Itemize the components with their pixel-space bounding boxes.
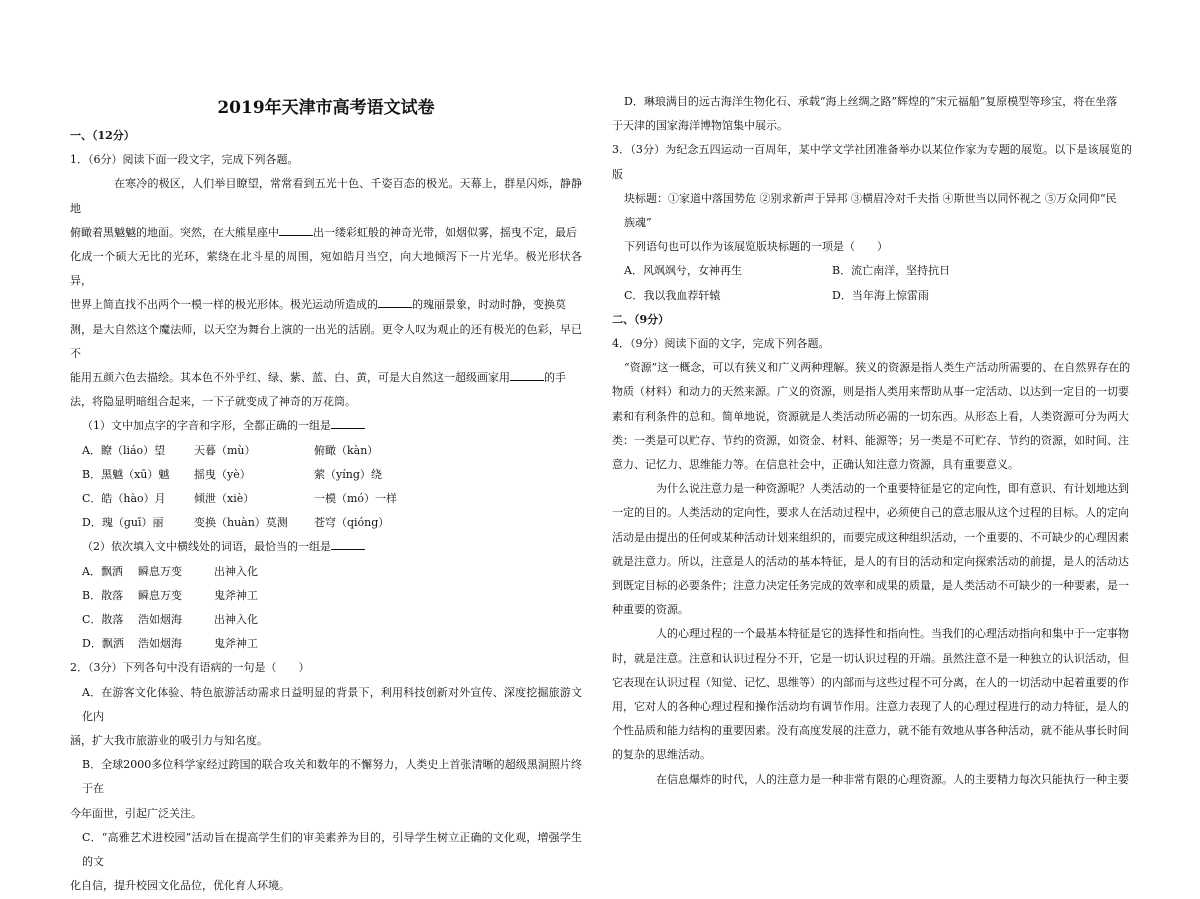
passage-line: “资源”这一概念，可以有狭义和广义两种理解。狭义的资源是指人类生产活动所需要的、在自然界存在的 — [624, 361, 1131, 375]
passage-text: 俯瞰着黑魆魆的地面。突然，在大熊星座中 — [70, 225, 279, 239]
passage-line: 为什么说注意力是一种资源呢？人类活动的一个重要特征是它的定向性，即有意识、有计划地达到 — [656, 482, 1129, 496]
option-row[interactable] — [70, 463, 582, 487]
passage-line: 活动是由提出的任何或某种活动计划来组织的，而要完成这种组织活动，一个重要的、不可缺少的心理因素 — [612, 530, 1129, 544]
question-2-option-a-cont: 涵，扩大我市旅游业的吸引力与知名度。 — [70, 734, 268, 748]
passage-line: 在信息爆炸的时代，人的注意力是一种非常有限的心理资源。人的主要精力每次只能执行一种主要 — [656, 772, 1129, 786]
question-2-option-c-cont: 化自信，提升校园文化品位，优化育人环境。 — [70, 879, 290, 893]
passage-text: 世界上简直找不出两个一模一样的极光形体。极光运动所造成的 — [70, 298, 378, 312]
right-column — [612, 90, 1132, 792]
option-cell: 鬼斧神工 — [214, 637, 258, 651]
passage-line: 在寒冷的极区，人们举目瞭望，常常看到五光十色、千姿百态的极光。天幕上，群星闪烁，静静地 — [70, 177, 582, 215]
passage-text: 能用五颜六色去描绘。其本色不外乎红、绿、紫、蓝、白、黄，可是大自然这一超级画家用 — [70, 371, 510, 385]
question-3-option-row — [612, 259, 1132, 283]
option-cell: 鬼斧神工 — [214, 588, 258, 602]
option-cell: 俯瞰（kàn） — [314, 443, 379, 457]
option-cell: D．飘洒 — [82, 637, 124, 651]
question-2-option-d-cont: 于天津的国家海洋博物馆集中展示。 — [612, 119, 788, 133]
passage-line: 用，它对人的各种心理过程和操作活动均有调节作用。注意力表现了人的心理过程进行的动力特征，是人的 — [612, 700, 1129, 714]
question-3-option-c[interactable]: C．我以我血荐轩辕 — [624, 288, 721, 302]
passage-line: 就是注意力。所以，注意是人的活动的基本特征，是人的有目的活动和定向探索活动的前提，是人的活动达 — [612, 554, 1129, 568]
fill-blank — [279, 223, 313, 236]
passage-line: 种重要的资源。 — [612, 603, 689, 617]
question-3-text: 块标题：①家道中落国势危 ②别求新声于异邦 ③横眉冷对千夫指 ④斯世当以同怀视之 ⑤万众同仰“民 — [624, 191, 1117, 205]
passage-line — [70, 293, 582, 317]
passage-text: 的手 — [544, 371, 566, 385]
option-cell: 浩如烟海 — [138, 613, 182, 627]
option-cell: D．瑰（guī）丽 — [82, 516, 164, 530]
option-cell: 瞬息万变 — [138, 564, 182, 578]
question-1-heading: 1．（6分）阅读下面一段文字，完成下列各题。 — [70, 153, 299, 167]
option-cell: 变换（huàn）莫测 — [194, 516, 288, 530]
option-cell: A．瞭（liáo）望 — [82, 443, 166, 457]
sub-question-1-options — [70, 439, 582, 536]
reading-passage — [612, 356, 1132, 792]
option-row[interactable] — [70, 560, 582, 584]
option-cell: 出神入化 — [214, 613, 258, 627]
question-3-text: 族魂” — [624, 216, 652, 230]
question-1-passage — [70, 172, 582, 414]
answer-blank — [331, 416, 365, 429]
option-cell: A．飘洒 — [82, 564, 123, 578]
section-one-heading: 一、（12分） — [70, 129, 135, 142]
question-2-option-b[interactable]: B．全球2000多位科学家经过跨国的联合攻关和数年的不懈努力，人类史上首张清晰的超级黑洞照片终于在 — [82, 758, 582, 796]
passage-line: 个性品质和能力结构的重要因素。没有高度发展的注意力，就不能有效地从事各种活动，就不能从事长时间 — [612, 724, 1129, 738]
question-2-option-d[interactable]: D．琳琅满目的远古海洋生物化石、承载“海上丝绸之路”辉煌的“宋元福船”复原模型等珍宝，将在坐落 — [624, 95, 1118, 108]
question-2-heading: 2．（3分）下列各句中没有语病的一句是（ ） — [70, 661, 310, 675]
option-row[interactable] — [70, 487, 582, 511]
question-3-prompt: 下列语句也可以作为该展览版块标题的一项是（ ） — [624, 240, 888, 254]
question-2-option-b-cont: 今年面世，引起广泛关注。 — [70, 806, 202, 820]
question-4-heading: 4．（9分）阅读下面的文字，完成下列各题。 — [612, 337, 830, 351]
passage-line: 测，是大自然这个魔法师，以天空为舞台上演的一出光的活剧。更令人叹为观止的还有极光的色彩，早已不 — [70, 322, 582, 360]
option-cell: C．皓（hào）月 — [82, 492, 166, 506]
option-cell: 天暮（mù） — [194, 443, 256, 457]
passage-line: 类：一类是可以贮存、节约的资源，如资金、材料、能源等；另一类是不可贮存、节约的资源，如时间、注 — [612, 433, 1129, 447]
question-3-text: 3．（3分）为纪念五四运动一百周年，某中学文学社团准备举办以某位作家为专题的展览。以下是该展览的版 — [612, 143, 1132, 181]
option-row[interactable] — [70, 439, 582, 463]
section-two-heading: 二、（9分） — [612, 312, 670, 326]
question-3-option-d[interactable]: D．当年海上惊雷雨 — [832, 288, 929, 302]
passage-line: 它表现在认识过程（知觉、记忆、思维等）的内部而与这些过程不可分离，在人的一切活动中起着重要的作 — [612, 675, 1129, 689]
option-cell: 一模（mó）一样 — [314, 492, 398, 506]
sub-question-2 — [70, 535, 582, 559]
option-row[interactable] — [70, 511, 582, 535]
passage-line: 化成一个硕大无比的光环，萦绕在北斗星的周围，宛如皓月当空，向大地倾泻下一片光华。极光形状各异， — [70, 250, 582, 288]
option-cell: 浩如烟海 — [138, 637, 182, 651]
passage-text: 的瑰丽景象，时动时静，变换莫 — [412, 298, 566, 312]
option-cell: B．散落 — [82, 588, 124, 602]
option-row[interactable] — [70, 608, 582, 632]
option-cell: 瞬息万变 — [138, 588, 182, 602]
option-cell: 摇曳（yè） — [194, 467, 251, 481]
option-cell: 萦（yíng）绕 — [314, 467, 382, 481]
fill-blank — [378, 295, 412, 308]
answer-blank — [331, 537, 365, 550]
passage-line: 素和有利条件的总和。简单地说，资源就是人类活动所必需的一切东西。从形态上看，人类资源可分为两大 — [612, 409, 1129, 423]
option-cell: 出神入化 — [214, 564, 258, 578]
option-row[interactable] — [70, 632, 582, 656]
passage-line: 意力、记忆力、思维能力等。在信息社会中，正确认知注意力资源，具有重要意义。 — [612, 458, 1019, 472]
passage-line: 的复杂的思维活动。 — [612, 748, 711, 762]
question-3-option-a[interactable]: A．风飒飒兮，女神再生 — [624, 264, 742, 278]
exam-title: 2019年天津市高考语文试卷 — [217, 98, 435, 118]
option-cell: 苍穹（qióng） — [314, 516, 390, 530]
fill-blank — [510, 368, 544, 381]
sub-question-text: （1）文中加点字的字音和字形，全都正确的一组是 — [82, 419, 331, 433]
question-2-option-c[interactable]: C．“高雅艺术进校园”活动旨在提高学生们的审美素养为目的，引导学生树立正确的文化观，增强学生的文 — [82, 830, 582, 869]
passage-line: 人的心理过程的一个最基本特征是它的选择性和指向性。当我们的心理活动指向和集中于一定事物 — [656, 627, 1129, 641]
left-column — [70, 90, 582, 899]
option-cell: C．散落 — [82, 613, 124, 627]
sub-question-2-options — [70, 560, 582, 657]
passage-line: 到既定目标的必要条件；注意力决定任务完成的效率和成果的质量，是人类活动不可缺少的一种要素，是一 — [612, 579, 1129, 593]
option-row[interactable] — [70, 584, 582, 608]
question-2-option-a[interactable]: A．在游客文化体验、特色旅游活动需求日益明显的背景下，利用科技创新对外宣传、深度挖掘旅游文化内 — [82, 685, 582, 723]
passage-line: 物质（材料）和动力的天然来源。广义的资源，则是指人类用来帮助从事一定活动、以达到一定目的一切要 — [612, 385, 1129, 399]
option-cell: B．黑魆（xū）魆 — [82, 467, 170, 481]
sub-question-text: （2）依次填入文中横线处的词语，最恰当的一组是 — [82, 540, 331, 554]
passage-line: 一定的目的。人类活动的定向性，要求人在活动过程中，必须使自己的意志服从这个过程的目标。人的定向 — [612, 506, 1129, 520]
option-cell: 倾泄（xiè） — [194, 492, 255, 506]
passage-line — [70, 366, 582, 390]
question-3-option-row — [612, 284, 1132, 308]
passage-line — [70, 221, 582, 245]
passage-line: 法，将隐显明暗组合起来，一下子就变成了神奇的万花筒。 — [70, 395, 356, 409]
sub-question-1 — [70, 414, 582, 438]
passage-line: 时，就是注意。注意和认识过程分不开，它是一切认识过程的开端。虽然注意不是一种独立的认识活动，但 — [612, 651, 1129, 665]
passage-text: 出一缕彩虹般的神奇光带，如烟似雾，摇曳不定，最后 — [313, 225, 577, 239]
question-3-option-b[interactable]: B．流亡南洋，坚持抗日 — [832, 264, 951, 278]
